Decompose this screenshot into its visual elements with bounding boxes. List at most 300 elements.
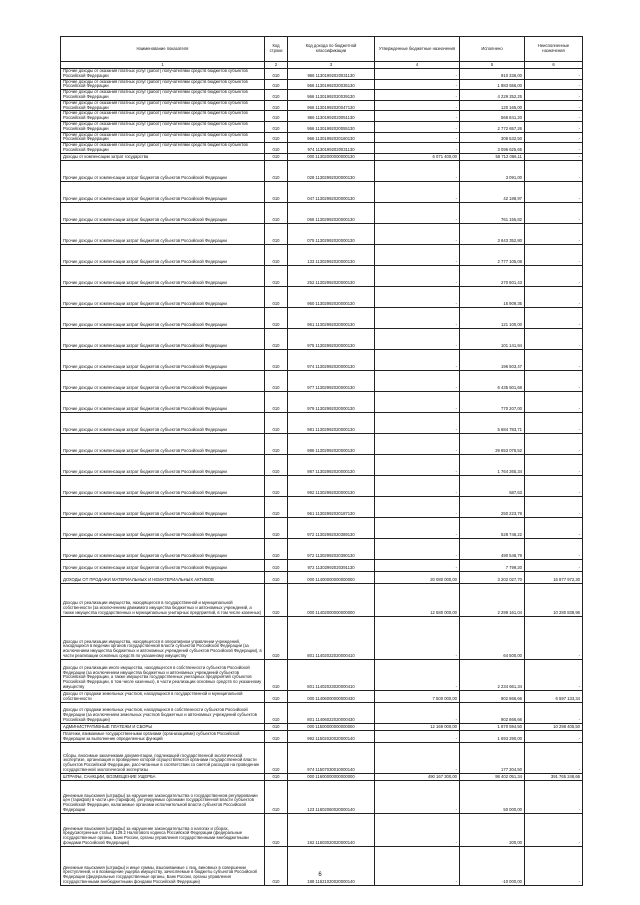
table-row (61, 111, 583, 122)
row-line-code: 010 (265, 202, 288, 223)
row-unexecuted: - (525, 111, 583, 122)
row-line-code: 010 (265, 723, 288, 730)
row-unexecuted: - (525, 349, 583, 370)
row-executed: 1 870 594,50 (460, 723, 525, 730)
row-unexecuted: - (525, 517, 583, 538)
row-line-code: 010 (265, 433, 288, 454)
row-kbk: 975 11302992020000130 (288, 328, 375, 349)
row-unexecuted: - (525, 143, 583, 154)
row-executed: 29 653 076,52 (460, 433, 525, 454)
row-unexecuted: - (525, 846, 583, 885)
row-name: Прочие доходы от компенсации затрат бюджетов субъектов Российской Федерации (61, 496, 265, 517)
row-unexecuted: - (525, 475, 583, 496)
row-name: Сборы, вносимые заказчиками документации, подлежащей государственной экологической экспертизе, организация и проведение которой осуществляются органами государственной власти субъектов Российской Федерации, рассчитанные в соответствии со сметой расходов на проведение государственной экологической экспертизы (61, 742, 265, 773)
row-line-code: 010 (265, 111, 288, 122)
row-approved: - (375, 846, 460, 885)
row-name: Платежи, взимаемые государственными органами (организациями) субъектов Российской Федерации за выполнение определенных функций (61, 730, 265, 742)
row-line-code: 010 (265, 616, 288, 659)
row-name: Прочие доходы от компенсации затрат бюджетов субъектов Российской Федерации (61, 559, 265, 571)
row-kbk: 977 11302992020000130 (288, 370, 375, 391)
row-executed: 196 503,47 (460, 349, 525, 370)
row-approved: - (375, 370, 460, 391)
row-name: Прочие доходы от компенсации затрат бюджетов субъектов Российской Федерации (61, 391, 265, 412)
row-kbk: 966 11301992020039130 (288, 90, 375, 101)
row-line-code: 010 (265, 132, 288, 143)
row-name: Доходы от продажи земельных участков, находящихся в собственности субъектов Российской Федерации (за исключением земельных участков бюджетных и автономных учреждений субъектов Российской Федерации) (61, 702, 265, 723)
table-row (61, 571, 583, 583)
row-executed: 3 202 027,70 (460, 571, 525, 583)
table-row (61, 90, 583, 101)
table-row (61, 538, 583, 559)
row-line-code: 010 (265, 702, 288, 723)
row-approved: - (375, 412, 460, 433)
row-approved: - (375, 181, 460, 202)
column-number: 6 (525, 62, 583, 69)
row-approved: - (375, 79, 460, 90)
row-name: Прочие доходы от компенсации затрат бюджетов субъектов Российской Федерации (61, 223, 265, 244)
row-executed: 250 223,78 (460, 496, 525, 517)
row-kbk: 000 11402000000000000 (288, 583, 375, 616)
row-approved: - (375, 730, 460, 742)
row-unexecuted: - (525, 813, 583, 846)
row-unexecuted: 10 298 405,50 (525, 723, 583, 730)
row-kbk: 966 11301992020051130 (288, 111, 375, 122)
row-line-code: 010 (265, 143, 288, 154)
table-row (61, 143, 583, 154)
table-row (61, 583, 583, 616)
row-executed: 3 643 352,80 (460, 223, 525, 244)
table-row (61, 702, 583, 723)
row-unexecuted: - (525, 328, 583, 349)
row-name: Прочие доходы от компенсации затрат бюджетов субъектов Российской Федерации (61, 286, 265, 307)
row-executed: 761 155,82 (460, 202, 525, 223)
row-line-code: 010 (265, 583, 288, 616)
row-name: Прочие доходы от оказания платных услуг (работ) получателями средств бюджетов субъектов Российской Федерации (61, 111, 265, 122)
row-approved: - (375, 454, 460, 475)
table-row (61, 286, 583, 307)
row-approved: - (375, 538, 460, 559)
row-line-code: 010 (265, 223, 288, 244)
row-executed: 1 764 265,34 (460, 454, 525, 475)
row-unexecuted: - (525, 559, 583, 571)
row-unexecuted: - (525, 659, 583, 690)
table-row (61, 454, 583, 475)
row-unexecuted: - (525, 160, 583, 181)
row-executed: 101 141,94 (460, 328, 525, 349)
row-name: Прочие доходы от компенсации затрат бюджетов субъектов Российской Федерации (61, 244, 265, 265)
row-approved: - (375, 349, 460, 370)
row-name: Денежные взыскания (штрафы) за нарушение законодательства о государственном регулировании цен (тарифов) в части цен (тарифов), регулируемых органами государственной власти субъектов Российской Федерации, налагаемые органами исполнительной власти субъектов Российской Федерации (61, 780, 265, 813)
table-row (61, 391, 583, 412)
row-approved: - (375, 559, 460, 571)
row-approved: - (375, 121, 460, 132)
row-approved: - (375, 265, 460, 286)
row-unexecuted: 391 765 248,66 (525, 773, 583, 780)
table-row (61, 659, 583, 690)
row-line-code: 010 (265, 90, 288, 101)
row-kbk: 966 11301992020055130 (288, 121, 375, 132)
row-kbk: 972 11302992020391130 (288, 559, 375, 571)
table-row (61, 616, 583, 659)
row-approved: 7 500 000,00 (375, 690, 460, 702)
row-kbk: 801 11406022020000430 (288, 702, 375, 723)
row-kbk: 974 11301992020031130 (288, 143, 375, 154)
column-number: 3 (288, 62, 375, 69)
row-executed: 270 601,43 (460, 265, 525, 286)
row-kbk: 966 11301992020035130 (288, 79, 375, 90)
row-name: Прочие доходы от оказания платных услуг (работ) получателями средств бюджетов субъектов Российской Федерации (61, 100, 265, 111)
row-line-code: 010 (265, 813, 288, 846)
row-kbk: 066 11302992020000130 (288, 202, 375, 223)
row-approved: - (375, 223, 460, 244)
column-number-row (61, 62, 583, 69)
table-row (61, 559, 583, 571)
column-number: 5 (460, 62, 525, 69)
row-approved: - (375, 813, 460, 846)
row-line-code: 010 (265, 559, 288, 571)
row-name: Прочие доходы от компенсации затрат бюджетов субъектов Российской Федерации (61, 454, 265, 475)
table-row (61, 69, 583, 80)
row-unexecuted: - (525, 433, 583, 454)
row-approved: - (375, 90, 460, 101)
row-executed: 308 532,50 (460, 132, 525, 143)
row-name: АДМИНИСТРАТИВНЫЕ ПЛАТЕЖИ И СБОРЫ (61, 723, 265, 730)
table-row (61, 517, 583, 538)
row-executed: 5 684 783,71 (460, 412, 525, 433)
row-unexecuted: - (525, 742, 583, 773)
row-executed: 55 712 066,11 (460, 153, 525, 160)
row-executed: 910 336,00 (460, 69, 525, 80)
row-kbk: 966 11301992020047130 (288, 100, 375, 111)
row-line-code: 010 (265, 412, 288, 433)
row-unexecuted: - (525, 202, 583, 223)
column-number: 1 (61, 62, 265, 69)
row-name: Денежные взыскания (штрафы) и иные суммы, взыскиваемые с лиц, виновных в совершении преступлений, и в возмещение ущерба имуществу, зачисляемые в бюджеты субъектов Российской Федерации (федеральные государственные органы, Банк России, органы управления государственными внебюджетными фондами Российской Федерации) (61, 846, 265, 885)
row-approved: - (375, 160, 460, 181)
row-executed: 200,00 (460, 813, 525, 846)
row-line-code: 010 (265, 571, 288, 583)
row-approved: 12 169 000,00 (375, 723, 460, 730)
table-row (61, 132, 583, 143)
row-line-code: 010 (265, 79, 288, 90)
header-executed: Исполнено (460, 37, 525, 62)
row-unexecuted: 16 877 972,30 (525, 571, 583, 583)
row-executed: 3 091,00 (460, 160, 525, 181)
row-approved: - (375, 244, 460, 265)
row-approved: - (375, 307, 460, 328)
row-kbk: 123 11602060020000140 (288, 780, 375, 813)
row-unexecuted: - (525, 702, 583, 723)
row-name: Доходы от реализации иного имущества, находящегося в собственности субъектов Российской Федерации (за исключением имущества бюджетных и автономных учреждений субъектов Российской Федерации, а также имущества государственных унитарных предприятий субъектов Российской Федерации, в том числе казенных), в части реализации основных средств по указанному имуществу (61, 659, 265, 690)
row-name: Прочие доходы от компенсации затрат бюджетов субъектов Российской Федерации (61, 328, 265, 349)
table-row (61, 223, 583, 244)
row-unexecuted: - (525, 412, 583, 433)
row-executed: 528 746,22 (460, 517, 525, 538)
row-name: Прочие доходы от оказания платных услуг (работ) получателями средств бюджетов субъектов Российской Федерации (61, 79, 265, 90)
row-unexecuted: - (525, 153, 583, 160)
row-executed: 177 304,50 (460, 742, 525, 773)
row-name: Прочие доходы от компенсации затрат бюджетов субъектов Российской Федерации (61, 475, 265, 496)
header-row (61, 37, 583, 62)
row-executed: 587,63 (460, 475, 525, 496)
table-row (61, 153, 583, 160)
row-approved: - (375, 328, 460, 349)
table-row (61, 742, 583, 773)
table-row (61, 100, 583, 111)
table-row (61, 730, 583, 742)
row-line-code: 010 (265, 121, 288, 132)
row-name: Прочие доходы от оказания платных услуг (работ) получателями средств бюджетов субъектов Российской Федерации (61, 69, 265, 80)
row-name: ДОХОДЫ ОТ ПРОДАЖИ МАТЕРИАЛЬНЫХ И НЕМАТЕРИАЛЬНЫХ АКТИВОВ (61, 571, 265, 583)
row-approved: 20 080 000,00 (375, 571, 460, 583)
row-name: Прочие доходы от оказания платных услуг (работ) получателями средств бюджетов субъектов Российской Федерации (61, 143, 265, 154)
row-kbk: 000 11400000000000000 (288, 571, 375, 583)
row-unexecuted: - (525, 538, 583, 559)
row-executed: 490 548,79 (460, 538, 525, 559)
row-name: Прочие доходы от оказания платных услуг (работ) получателями средств бюджетов субъектов Российской Федерации (61, 132, 265, 143)
table-row (61, 244, 583, 265)
row-kbk: 801 11402023020000410 (288, 659, 375, 690)
row-kbk: 801 11402022020000410 (288, 616, 375, 659)
row-approved: - (375, 100, 460, 111)
row-approved: 12 580 000,00 (375, 583, 460, 616)
table-row (61, 475, 583, 496)
row-line-code: 010 (265, 265, 288, 286)
row-kbk: 992 11502020020000140 (288, 730, 375, 742)
row-executed: 42 188,97 (460, 181, 525, 202)
report-sheet (60, 36, 582, 886)
row-unexecuted: - (525, 90, 583, 101)
row-approved: - (375, 202, 460, 223)
row-unexecuted: - (525, 730, 583, 742)
row-unexecuted: - (525, 100, 583, 111)
row-kbk: 075 11302992020000130 (288, 223, 375, 244)
row-kbk: 966 11301992020031130 (288, 69, 375, 80)
row-executed: 64 500,00 (460, 616, 525, 659)
row-kbk: 981 11302992020000130 (288, 412, 375, 433)
row-name: Прочие доходы от компенсации затрат бюджетов субъектов Российской Федерации (61, 265, 265, 286)
row-line-code: 010 (265, 730, 288, 742)
row-name: Денежные взыскания (штрафы) за нарушение законодательства о налогах и сборах, предусмотренные статьей 129.2 Налогового кодекса Российской Федерации (федеральные государственные органы, Банк России, органы управления государственными внебюджетными фондами Российской Федерации) (61, 813, 265, 846)
row-unexecuted: - (525, 79, 583, 90)
row-kbk: 133 11302992020000130 (288, 244, 375, 265)
row-kbk: 974 11302992020000130 (288, 349, 375, 370)
table-row (61, 496, 583, 517)
table-row (61, 370, 583, 391)
row-name: Прочие доходы от компенсации затрат бюджетов субъектов Российской Федерации (61, 160, 265, 181)
row-approved: - (375, 391, 460, 412)
row-line-code: 010 (265, 659, 288, 690)
table-row (61, 433, 583, 454)
row-unexecuted: - (525, 121, 583, 132)
row-executed: 120 165,00 (460, 100, 525, 111)
row-executed: 770 207,00 (460, 391, 525, 412)
table-row (61, 181, 583, 202)
row-unexecuted: - (525, 265, 583, 286)
row-unexecuted: - (525, 454, 583, 475)
table-row (61, 690, 583, 702)
row-kbk: 972 11302992020390130 (288, 538, 375, 559)
row-kbk: 188 11621020020000140 (288, 846, 375, 885)
row-approved: - (375, 659, 460, 690)
row-name: Доходы от реализации имущества, находящегося в государственной и муниципальной собственности (за исключением движимого имущества бюджетных и автономных учреждений, а также имущества государственных и муниципальных унитарных предприятий, в том числе казенных) (61, 583, 265, 616)
row-unexecuted: - (525, 496, 583, 517)
row-line-code: 010 (265, 454, 288, 475)
row-approved: - (375, 286, 460, 307)
header-name: Наименование показателя (61, 37, 265, 62)
table-row (61, 79, 583, 90)
row-line-code: 010 (265, 846, 288, 885)
row-line-code: 010 (265, 153, 288, 160)
table-row (61, 121, 583, 132)
table-row (61, 160, 583, 181)
row-name: Прочие доходы от оказания платных услуг (работ) получателями средств бюджетов субъектов Российской Федерации (61, 90, 265, 101)
table-row (61, 265, 583, 286)
row-line-code: 010 (265, 286, 288, 307)
row-line-code: 010 (265, 100, 288, 111)
row-line-code: 010 (265, 496, 288, 517)
column-number: 4 (375, 62, 460, 69)
row-executed: 2 777 105,08 (460, 244, 525, 265)
row-kbk: 000 11406000000000430 (288, 690, 375, 702)
row-unexecuted: - (525, 223, 583, 244)
row-name: Прочие доходы от компенсации затрат бюджетов субъектов Российской Федерации (61, 370, 265, 391)
header-unexecuted: Неисполненные назначения (525, 37, 583, 62)
row-line-code: 010 (265, 780, 288, 813)
row-executed: 2 299 161,04 (460, 583, 525, 616)
row-line-code: 010 (265, 742, 288, 773)
row-line-code: 010 (265, 370, 288, 391)
row-unexecuted: - (525, 244, 583, 265)
row-name: Прочие доходы от компенсации затрат бюджетов субъектов Российской Федерации (61, 349, 265, 370)
row-kbk: 182 11603020020000140 (288, 813, 375, 846)
row-kbk: 252 11302992020000130 (288, 265, 375, 286)
row-approved: - (375, 111, 460, 122)
row-unexecuted: - (525, 181, 583, 202)
row-approved: - (375, 496, 460, 517)
row-kbk: 986 11302992020000130 (288, 433, 375, 454)
row-approved: 490 167 300,00 (375, 773, 460, 780)
row-executed: 98 402 051,34 (460, 773, 525, 780)
row-executed: 2 772 657,26 (460, 121, 525, 132)
row-unexecuted: - (525, 780, 583, 813)
row-kbk: 961 11302992020187130 (288, 496, 375, 517)
row-kbk: 028 11302992020000130 (288, 160, 375, 181)
row-name: Доходы от реализации имущества, находящегося в оперативном управлении учреждений, находящихся в ведении органов государственной власти субъектов Российской Федерации (за исключением имущества бюджетных и автономных учреждений субъектов Российской Федерации), в части реализации основных средств по указанному имуществу (61, 616, 265, 659)
row-kbk: 974 11507030010000140 (288, 742, 375, 773)
income-table (60, 36, 583, 886)
row-executed: 902 866,66 (460, 702, 525, 723)
row-line-code: 010 (265, 160, 288, 181)
row-unexecuted: 10 280 838,96 (525, 583, 583, 616)
row-kbk: 992 11302992020000130 (288, 475, 375, 496)
row-kbk: 961 11302992020000130 (288, 307, 375, 328)
row-executed: 566 841,20 (460, 111, 525, 122)
row-name: Прочие доходы от компенсации затрат бюджетов субъектов Российской Федерации (61, 538, 265, 559)
table-row (61, 780, 583, 813)
row-unexecuted: - (525, 69, 583, 80)
row-kbk: 987 11302992020000130 (288, 454, 375, 475)
row-name: Прочие доходы от компенсации затрат бюджетов субъектов Российской Федерации (61, 202, 265, 223)
row-unexecuted: - (525, 391, 583, 412)
row-approved: - (375, 475, 460, 496)
row-name: Доходы от продажи земельных участков, находящихся в государственной и муниципальной собственности (61, 690, 265, 702)
row-approved: - (375, 132, 460, 143)
row-executed: 1 883 556,00 (460, 79, 525, 90)
row-name: Доходы от компенсации затрат государства (61, 153, 265, 160)
row-executed: 6 435 501,68 (460, 370, 525, 391)
row-line-code: 010 (265, 538, 288, 559)
table-row (61, 328, 583, 349)
row-unexecuted: - (525, 307, 583, 328)
row-name: Прочие доходы от компенсации затрат бюджетов субъектов Российской Федерации (61, 181, 265, 202)
header-line-code: Код строки (265, 37, 288, 62)
row-kbk: 047 11302992020000130 (288, 181, 375, 202)
table-row (61, 846, 583, 885)
table-row (61, 412, 583, 433)
row-approved: - (375, 780, 460, 813)
row-kbk: 979 11302992020000130 (288, 391, 375, 412)
header-kbk: Код дохода по бюджетной классификации (288, 37, 375, 62)
row-kbk: 972 11302992020389130 (288, 517, 375, 538)
table-row (61, 202, 583, 223)
row-line-code: 010 (265, 517, 288, 538)
row-line-code: 010 (265, 328, 288, 349)
row-approved: - (375, 143, 460, 154)
row-line-code: 010 (265, 181, 288, 202)
row-executed: 15 909,35 (460, 286, 525, 307)
row-unexecuted: - (525, 370, 583, 391)
header-approved: Утвержденные бюджетные назначения (375, 37, 460, 62)
row-approved: - (375, 517, 460, 538)
row-unexecuted: - (525, 616, 583, 659)
row-name: Прочие доходы от компенсации затрат бюджетов субъектов Российской Федерации (61, 307, 265, 328)
row-executed: 50 000,00 (460, 780, 525, 813)
row-name: Прочие доходы от компенсации затрат бюджетов субъектов Российской Федерации (61, 517, 265, 538)
row-approved: - (375, 616, 460, 659)
table-row (61, 723, 583, 730)
table-row (61, 349, 583, 370)
row-kbk: 960 11302992020000130 (288, 286, 375, 307)
row-line-code: 010 (265, 690, 288, 702)
row-approved: - (375, 69, 460, 80)
row-name: Прочие доходы от компенсации затрат бюджетов субъектов Российской Федерации (61, 412, 265, 433)
row-kbk: 000 11600000000000000 (288, 773, 375, 780)
row-line-code: 010 (265, 307, 288, 328)
row-approved: 6 071 400,00 (375, 153, 460, 160)
page-number: 6 (318, 872, 322, 878)
table-row (61, 773, 583, 780)
row-approved: - (375, 702, 460, 723)
row-line-code: 010 (265, 244, 288, 265)
row-executed: 4 229 252,25 (460, 90, 525, 101)
row-name: Прочие доходы от оказания платных услуг (работ) получателями средств бюджетов субъектов Российской Федерации (61, 121, 265, 132)
row-executed: 3 096 625,65 (460, 143, 525, 154)
row-executed: 902 866,66 (460, 690, 525, 702)
row-line-code: 010 (265, 69, 288, 80)
row-line-code: 010 (265, 773, 288, 780)
row-line-code: 010 (265, 349, 288, 370)
row-name: Прочие доходы от компенсации затрат бюджетов субъектов Российской Федерации (61, 433, 265, 454)
row-executed: -10 000,00 (460, 846, 525, 885)
row-executed: 2 234 661,34 (460, 659, 525, 690)
column-number: 2 (265, 62, 288, 69)
row-line-code: 010 (265, 475, 288, 496)
row-kbk: 966 11301992020160130 (288, 132, 375, 143)
row-executed: 121 100,00 (460, 307, 525, 328)
row-unexecuted: - (525, 286, 583, 307)
row-kbk: 000 11302000000000130 (288, 153, 375, 160)
